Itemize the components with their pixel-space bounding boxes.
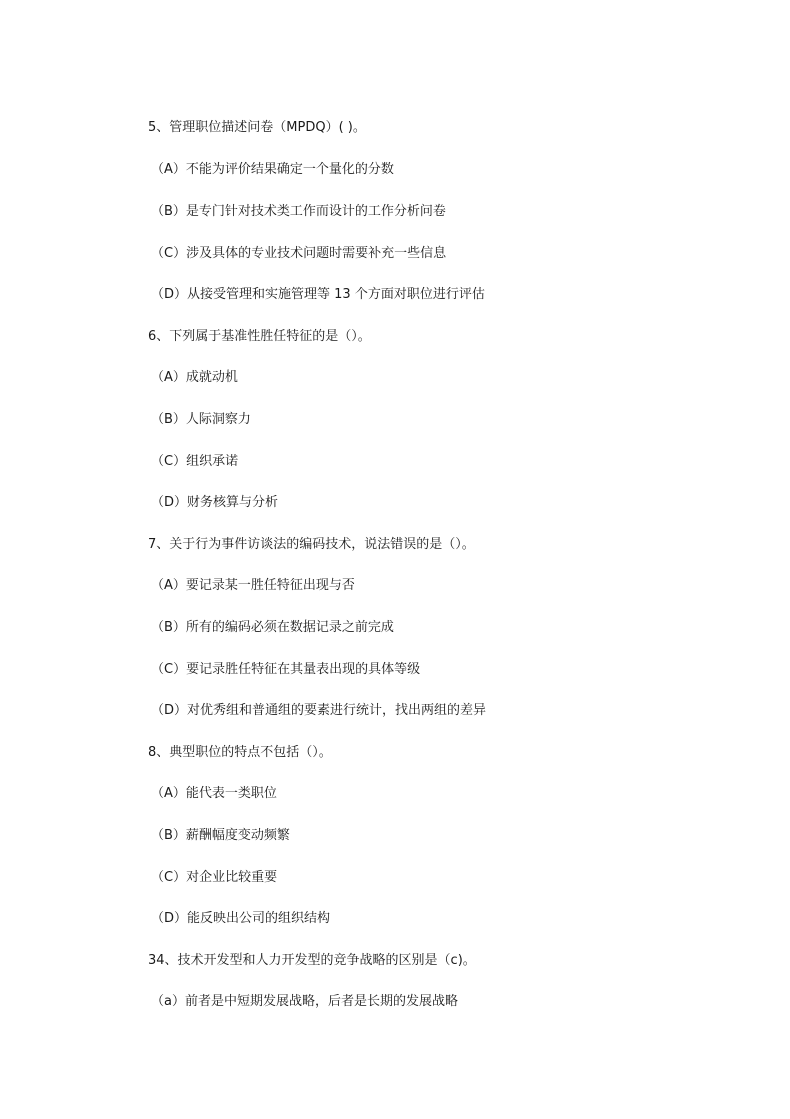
question-5-option-b: （B）是专门针对技术类工作而设计的工作分析问卷 bbox=[151, 204, 446, 219]
question-8-option-c: （C）对企业比较重要 bbox=[151, 870, 278, 885]
question-6-option-a: （A）成就动机 bbox=[151, 370, 238, 385]
question-8-option-a: （A）能代表一类职位 bbox=[151, 786, 277, 801]
question-6-option-c: （C）组织承诺 bbox=[151, 454, 239, 469]
question-7-stem: 7、关于行为事件访谈法的编码技术，说法错误的是（）。 bbox=[148, 537, 475, 552]
question-8-stem: 8、典型职位的特点不包括（）。 bbox=[148, 745, 332, 760]
question-7-option-a: （A）要记录某一胜任特征出现与否 bbox=[151, 578, 355, 593]
question-6-stem: 6、下列属于基准性胜任特征的是（）。 bbox=[148, 329, 371, 344]
question-34-option-a: （a）前者是中短期发展战略，后者是长期的发展战略 bbox=[151, 994, 458, 1009]
question-6-option-b: （B）人际洞察力 bbox=[151, 412, 251, 427]
question-7-option-c: （C）要记录胜任特征在其量表出现的具体等级 bbox=[151, 662, 421, 677]
question-8-option-d: （D）能反映出公司的组织结构 bbox=[151, 911, 331, 926]
question-8-option-b: （B）薪酬幅度变动频繁 bbox=[151, 828, 290, 843]
question-5-option-c: （C）涉及具体的专业技术问题时需要补充一些信息 bbox=[151, 246, 447, 261]
question-7-option-d: （D）对优秀组和普通组的要素进行统计，找出两组的差异 bbox=[151, 703, 487, 718]
question-6-option-d: （D）财务核算与分析 bbox=[151, 495, 279, 510]
question-34-stem: 34、技术开发型和人力开发型的竞争战略的区别是（c)。 bbox=[148, 953, 476, 968]
question-5-stem: 5、管理职位描述问卷（MPDQ）( )。 bbox=[148, 120, 366, 135]
question-5-option-d: （D）从接受管理和实施管理等 13 个方面对职位进行评估 bbox=[151, 287, 485, 302]
question-7-option-b: （B）所有的编码必须在数据记录之前完成 bbox=[151, 620, 394, 635]
question-5-option-a: （A）不能为评价结果确定一个量化的分数 bbox=[151, 162, 394, 177]
